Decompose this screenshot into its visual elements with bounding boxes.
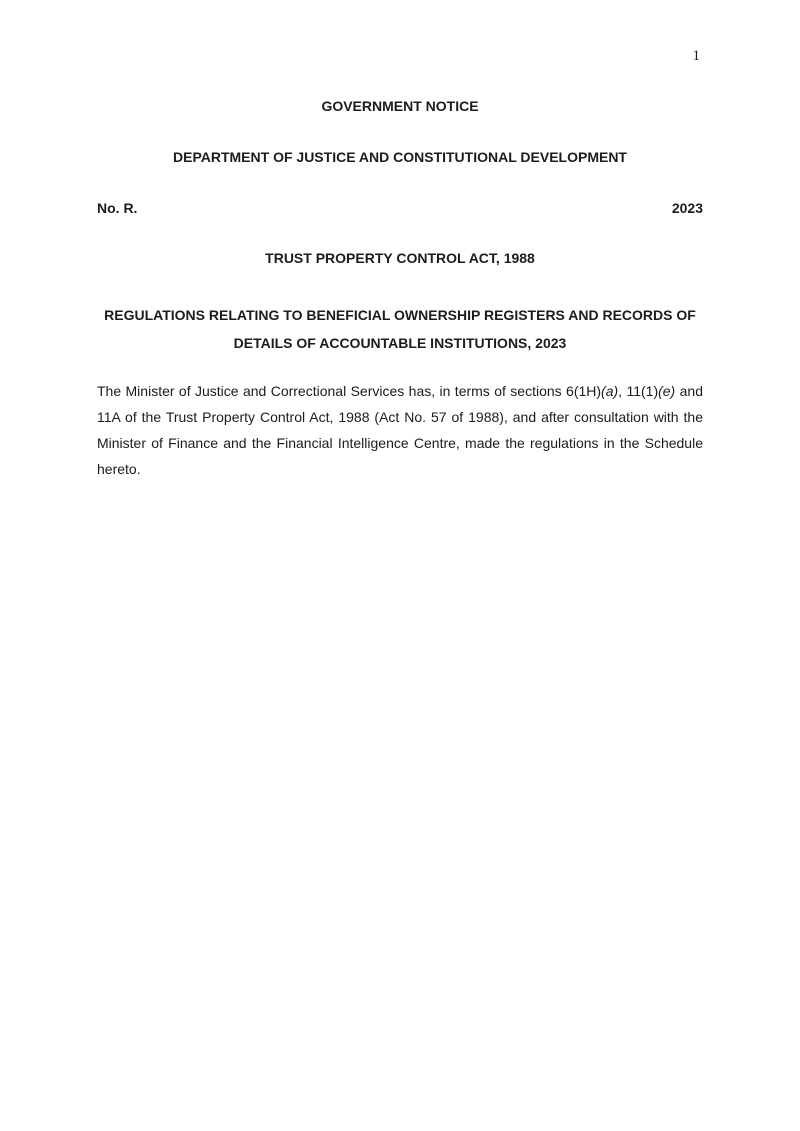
body-paragraph: [97, 378, 703, 482]
paragraph-italic-section-ref: (e): [658, 383, 676, 399]
regulations-title-heading: REGULATIONS RELATING TO BENEFICIAL OWNERSHIP REGISTERS AND RECORDS OF DETAILS OF ACCOUNTABLE INSTITUTIONS, 2023: [104, 307, 696, 351]
notice-number-label: No. R.: [97, 200, 138, 216]
department-heading: DEPARTMENT OF JUSTICE AND CONSTITUTIONAL DEVELOPMENT: [173, 149, 627, 165]
government-notice-heading: GOVERNMENT NOTICE: [321, 98, 479, 114]
paragraph-segment: The Minister of Justice and Correctional Services has, in terms of sections 6(1H): [97, 383, 602, 399]
notice-year: 2023: [671, 200, 703, 216]
paragraph-segment: , 11(1): [618, 383, 659, 399]
paragraph-italic-section-ref: (a): [601, 383, 619, 399]
page-number: 1: [692, 48, 700, 64]
act-title-heading: TRUST PROPERTY CONTROL ACT, 1988: [265, 250, 535, 266]
paragraph-segment: and 11A of the Trust Property Control Act, 1988 (Act No. 57 of 1988), and after consultation with the Minister of Finance and the Financial Intelligence Centre, made the regulations in the Schedule hereto.: [97, 383, 703, 477]
notice-number-row: [97, 200, 703, 217]
